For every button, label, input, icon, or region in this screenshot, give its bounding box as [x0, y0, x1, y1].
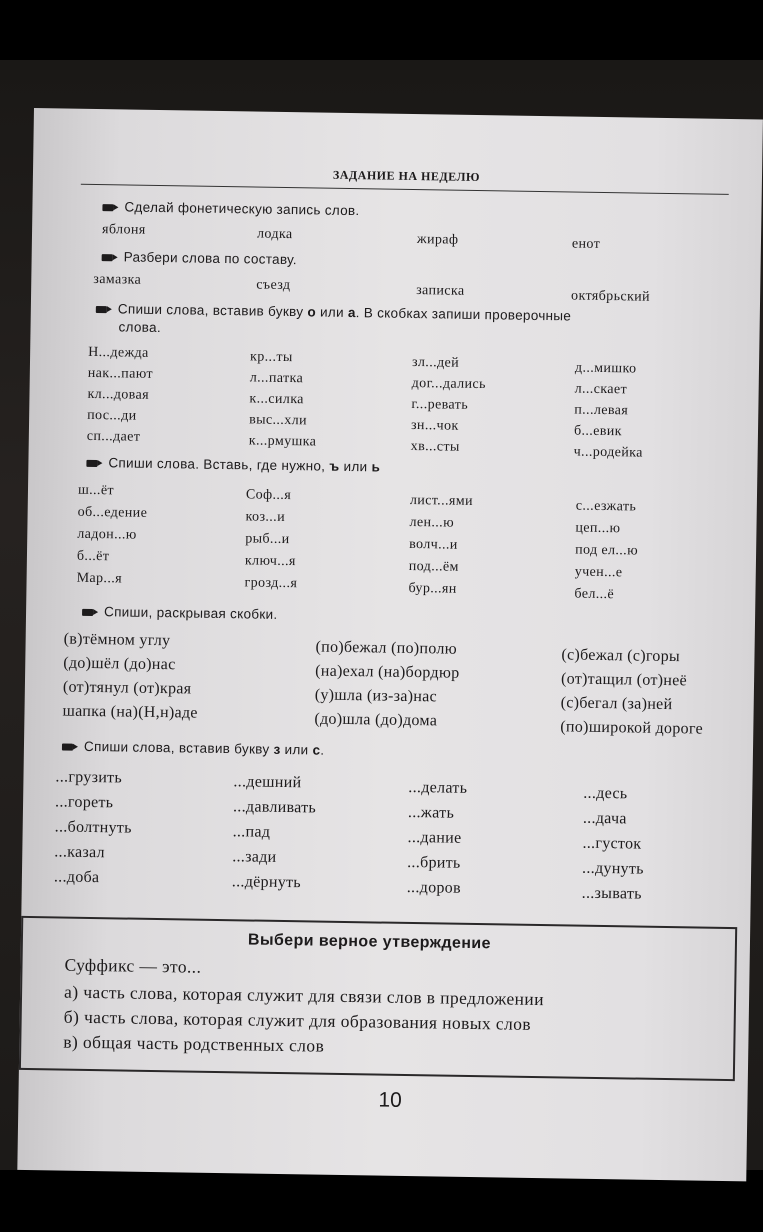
task3-word: б...евик: [573, 423, 623, 440]
task3-word: к...рмушка: [248, 433, 317, 450]
task4-word: под...ём: [408, 558, 459, 575]
task3-word: д...мишко: [574, 360, 637, 377]
task6-instruction: Спиши слова, вставив букву з или с.: [62, 739, 325, 758]
task4-word: ладон...ю: [77, 526, 137, 543]
task2-word: замазка: [93, 271, 142, 288]
task4-word: рыб...и: [245, 531, 290, 548]
task3-word: кр...ты: [249, 349, 293, 366]
task6-word: ...давливать: [232, 798, 317, 817]
task5-phrase: (до)шла (до)дома: [314, 710, 438, 730]
task6-word: ...зывать: [581, 884, 642, 903]
pencil-icon: [102, 204, 118, 211]
quiz-option-c: в) общая часть родственных слов: [63, 1031, 325, 1056]
quiz-box: [19, 916, 737, 1081]
task4-word: волч...и: [409, 536, 458, 553]
task3-word: ч...родейка: [573, 444, 643, 461]
task1-word: лодка: [256, 226, 293, 243]
task4-word: коз...и: [245, 509, 286, 525]
task5-phrase: (с)бежал (с)горы: [561, 646, 681, 666]
task6-word: ...болтнуть: [54, 818, 132, 837]
task4-word: ключ...я: [244, 553, 296, 570]
task3-instruction: Спиши слова, вставив букву о или а. В скобках запиши проверочные: [96, 301, 572, 323]
worksheet-page: [17, 108, 763, 1181]
pencil-icon: [86, 460, 102, 467]
task5-phrase: (от)тащил (от)неё: [560, 670, 688, 690]
task6-word: ...десь: [583, 784, 628, 803]
task5-phrase: (с)бегал (за)ней: [560, 694, 673, 714]
task4-word: б...ёт: [76, 548, 110, 565]
page-title: ЗАДАНИЕ НА НЕДЕЛЮ: [332, 167, 481, 185]
task6-word: ...жать: [407, 803, 455, 822]
task6-word: ...грузить: [55, 768, 123, 787]
task6-word: ...делать: [408, 778, 468, 797]
task4-word: лист...ями: [409, 492, 474, 509]
quiz-option-a: а) часть слова, которая служит для связи слов в предложении: [63, 981, 545, 1010]
task4-word: бур...ян: [408, 580, 457, 597]
task3-instruction-line2: слова.: [118, 319, 162, 336]
task3-word: к...силка: [249, 391, 304, 408]
task5-phrase: (до)шёл (до)нас: [63, 654, 176, 674]
task5-phrase: (от)тянул (от)края: [62, 678, 192, 698]
title-underline: [81, 184, 729, 195]
quiz-option-b: б) часть слова, которая служит для образования новых слов: [63, 1006, 532, 1034]
task3-word: зл...дей: [411, 354, 460, 371]
task2-word: записка: [416, 283, 465, 299]
task5-phrase: (по)широкой дороге: [560, 718, 704, 738]
task6-word: ...дешний: [233, 773, 302, 792]
task2-instruction: Разбери слова по составу.: [102, 249, 297, 267]
pencil-icon: [62, 743, 78, 750]
task5-phrase: (у)шла (из-за)нас: [314, 686, 438, 706]
task4-word: с...езжать: [575, 498, 637, 515]
task4-word: под ел...ю: [575, 542, 639, 559]
task5-phrase: (по)бежал (по)полю: [315, 638, 458, 658]
task3-word: Н...дежда: [88, 344, 149, 361]
task6-word: ...дача: [582, 809, 627, 828]
task6-word: ...дёрнуть: [231, 873, 302, 892]
task1-instruction: Сделай фонетическую запись слов.: [102, 199, 359, 218]
page-number: 10: [378, 1088, 402, 1112]
task6-word: ...пад: [232, 823, 271, 841]
task6-word: ...гореть: [54, 793, 114, 812]
task3-word: хв...сты: [410, 438, 460, 455]
quiz-question: Суффикс — это...: [64, 954, 202, 977]
task3-word: нак...пают: [87, 365, 154, 382]
task2-word: октябрьский: [570, 288, 651, 305]
task4-word: лен...ю: [409, 514, 455, 531]
task5-instruction: Спиши, раскрывая скобки.: [82, 604, 278, 622]
task2-word: съезд: [256, 277, 291, 294]
task3-word: выс...хли: [249, 412, 308, 429]
task5-phrase: (на)ехал (на)бордюр: [315, 662, 460, 682]
task4-word: бел...ё: [574, 586, 615, 603]
task6-word: ...зади: [232, 848, 277, 866]
task6-word: ...доба: [53, 868, 100, 887]
task6-word: ...дунуть: [581, 859, 644, 878]
task4-word: Соф...я: [245, 487, 292, 504]
task5-phrase: шапка (на)(Н,н)аде: [62, 702, 198, 722]
task4-word: об...едение: [77, 504, 148, 521]
task6-word: ...казал: [54, 843, 106, 862]
task6-word: ...густок: [582, 834, 642, 853]
pencil-icon: [102, 254, 118, 261]
task3-word: сп...дает: [86, 428, 141, 445]
task1-word: жираф: [416, 232, 459, 248]
task3-word: л...патка: [249, 370, 304, 387]
task5-phrase: (в)тёмном углу: [63, 630, 171, 650]
task3-word: п...левая: [574, 402, 629, 419]
quiz-title: Выбери верное утверждение: [247, 931, 492, 953]
task4-word: учен...е: [574, 564, 623, 581]
pencil-icon: [96, 306, 112, 313]
task6-word: ...дание: [407, 828, 462, 847]
task6-word: ...брить: [407, 853, 461, 872]
task1-word: енот: [571, 236, 601, 252]
pencil-icon: [82, 609, 98, 616]
task1-word: яблоня: [101, 222, 146, 238]
task3-word: пос...ди: [87, 407, 137, 424]
task4-word: цеп...ю: [575, 520, 621, 537]
task3-word: л...скает: [574, 381, 628, 398]
task6-word: ...доров: [406, 878, 462, 897]
task4-word: Мар...я: [76, 570, 123, 587]
task4-word: грозд...я: [244, 575, 298, 592]
task3-word: г...ревать: [411, 396, 469, 413]
task3-word: кл...довая: [87, 386, 150, 403]
task3-word: дог...дались: [411, 375, 486, 393]
task4-instruction: Спиши слова. Вставь, где нужно, ъ или ь: [86, 455, 380, 475]
task3-word: зн...чок: [410, 417, 459, 434]
task4-word: ш...ёт: [77, 482, 115, 499]
